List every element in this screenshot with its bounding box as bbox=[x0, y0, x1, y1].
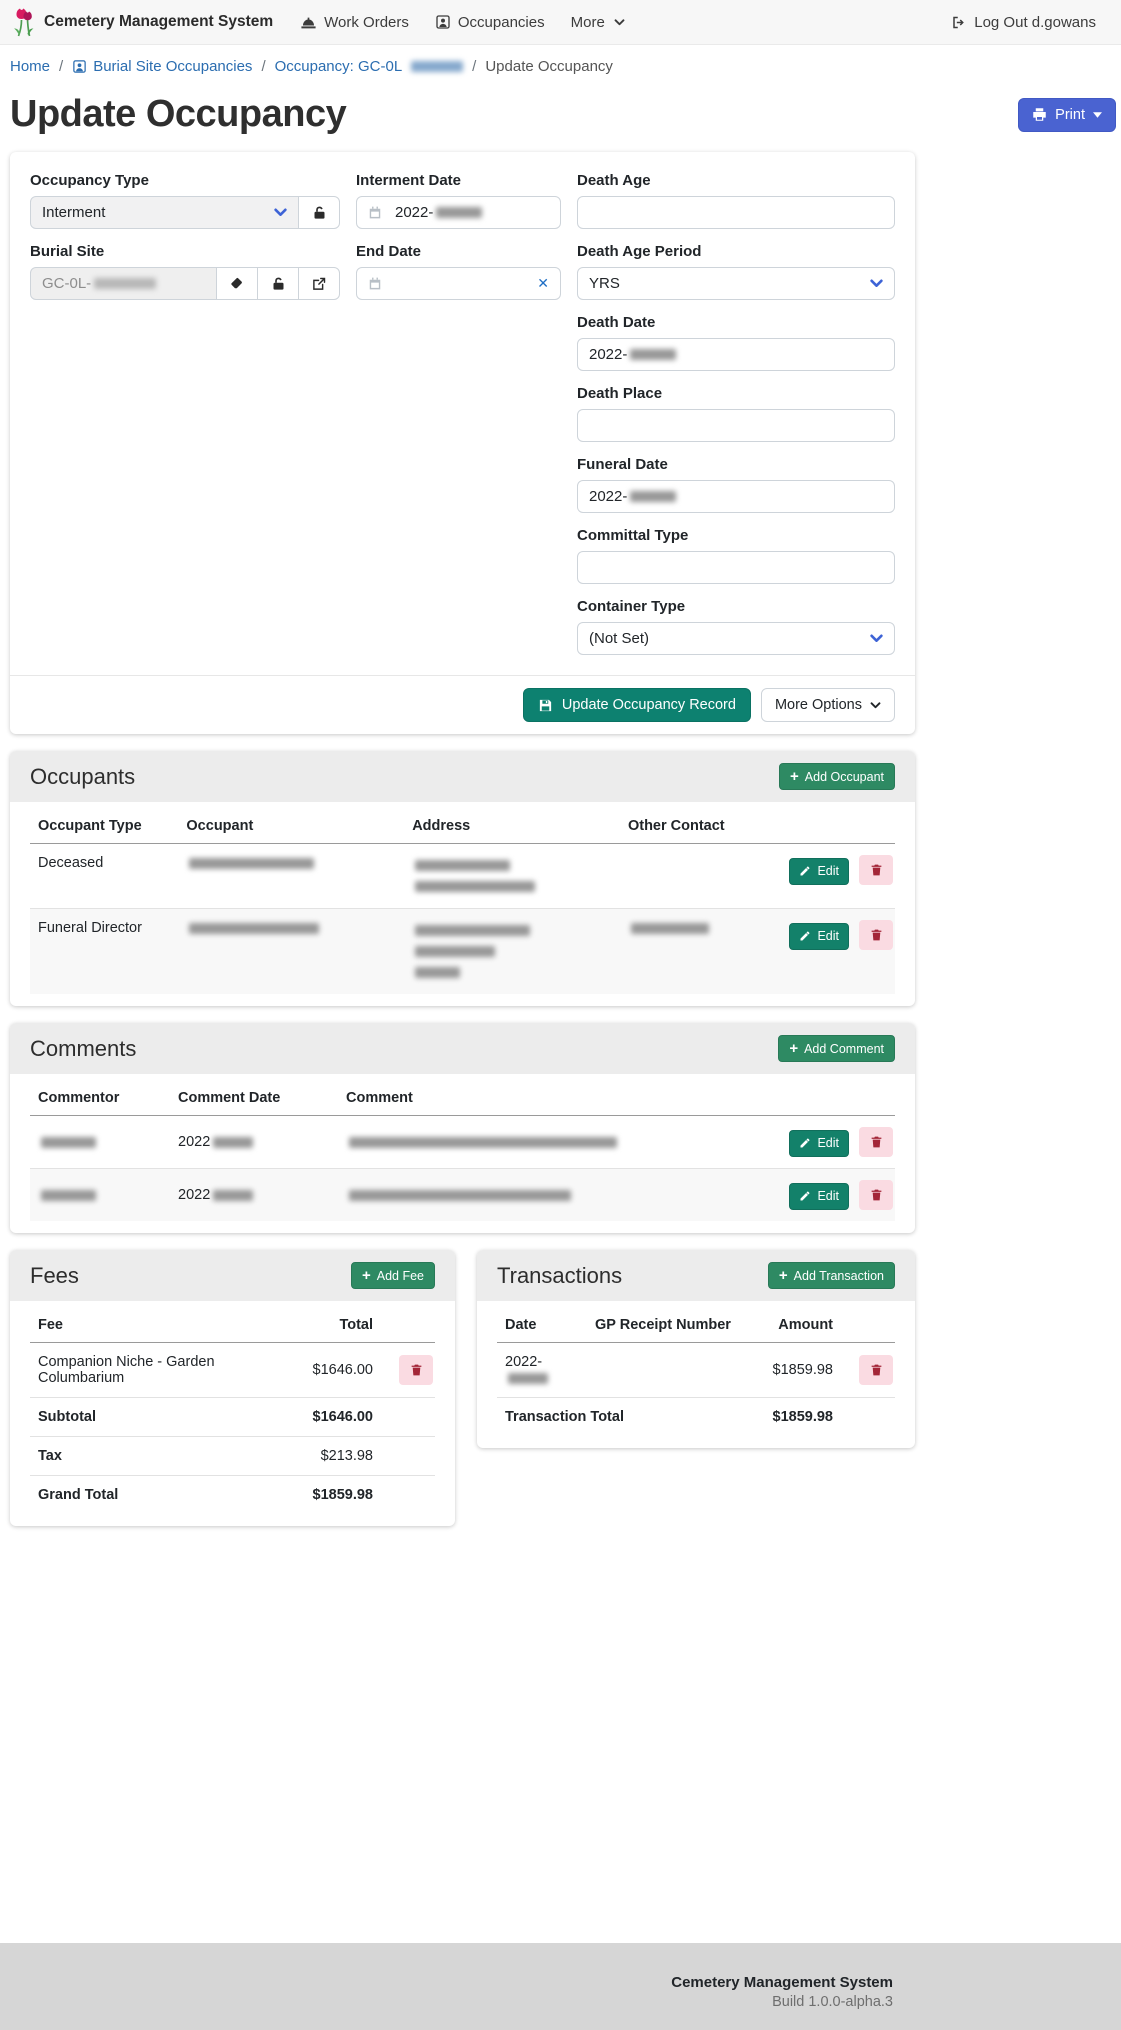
redacted-text bbox=[349, 1190, 571, 1201]
redacted-text bbox=[41, 1190, 96, 1201]
redacted-text bbox=[213, 1137, 253, 1148]
funeral-date-input[interactable]: 2022- bbox=[577, 480, 895, 513]
comments-table: Commentor Comment Date Comment 2022 Edit 2022 Edit bbox=[30, 1080, 895, 1221]
occupant-row: Funeral Director Edit bbox=[30, 909, 895, 995]
delete-fee-button[interactable] bbox=[399, 1355, 433, 1385]
committal-type-input[interactable] bbox=[577, 551, 895, 584]
add-transaction-button[interactable]: + Add Transaction bbox=[768, 1262, 895, 1289]
committal-type-label: Committal Type bbox=[577, 527, 689, 544]
breadcrumb-occupancy[interactable]: Occupancy: GC-0L bbox=[275, 58, 464, 75]
breadcrumb-current: Update Occupancy bbox=[485, 58, 613, 75]
trash-icon bbox=[870, 1188, 883, 1202]
redacted-text bbox=[411, 61, 463, 72]
occupant-badge-icon bbox=[72, 59, 87, 74]
burial-site-input: GC-0L- bbox=[30, 267, 217, 300]
fees-card bbox=[10, 1250, 455, 1526]
fees-grand-total-row: Grand Total $1859.98 bbox=[38, 1487, 373, 1503]
edit-comment-button[interactable]: Edit bbox=[789, 1130, 849, 1157]
death-place-label: Death Place bbox=[577, 385, 663, 402]
logout-icon bbox=[951, 15, 967, 30]
app-brand: Cemetery Management System bbox=[44, 13, 274, 30]
redacted-text bbox=[415, 946, 495, 957]
nav-more[interactable]: More bbox=[558, 14, 638, 31]
pencil-icon bbox=[799, 930, 811, 942]
fees-title: Fees bbox=[30, 1262, 79, 1288]
fees-tax-row: Tax $213.98 bbox=[30, 1437, 435, 1476]
nav-occupancies[interactable]: Occupancies bbox=[422, 14, 558, 31]
redacted-text bbox=[349, 1137, 617, 1148]
redacted-text bbox=[189, 858, 314, 869]
calendar-icon bbox=[368, 276, 382, 291]
trash-icon bbox=[870, 1135, 883, 1149]
redacted-text bbox=[415, 925, 530, 936]
comment-row: 2022 Edit bbox=[30, 1116, 895, 1169]
fee-row: Companion Niche - Garden Columbarium $1646.00 bbox=[30, 1343, 435, 1398]
unlock-icon bbox=[312, 205, 327, 221]
external-link-icon bbox=[312, 276, 327, 291]
update-occupancy-record-button[interactable]: Update Occupancy Record bbox=[523, 688, 751, 722]
open-burial-site-button[interactable] bbox=[298, 267, 340, 300]
transaction-total-row: Transaction Total $1859.98 bbox=[505, 1409, 833, 1425]
fees-table: Fee Total Companion Niche - Garden Columbarium $1646.00 Subtotal $1646.00 Tax $213.98 Grand Total $1859.98 bbox=[30, 1307, 435, 1514]
more-options-button[interactable]: More Options bbox=[761, 688, 895, 722]
comments-title: Comments bbox=[30, 1035, 137, 1061]
lock-burial-site-button[interactable] bbox=[257, 267, 299, 300]
death-date-label: Death Date bbox=[577, 314, 656, 331]
occupants-table: Occupant Type Occupant Address Other Contact Deceased Edit Funeral Director Edit bbox=[30, 808, 895, 994]
logout-link[interactable]: Log Out d.gowans bbox=[938, 14, 1109, 31]
printer-icon bbox=[1032, 107, 1047, 122]
end-date-input[interactable] bbox=[356, 267, 561, 300]
save-icon bbox=[538, 698, 553, 713]
edit-occupant-button[interactable]: Edit bbox=[789, 858, 849, 885]
breadcrumb-burial-site-occupancies[interactable]: Burial Site Occupancies bbox=[72, 58, 252, 75]
occupants-title: Occupants bbox=[30, 763, 136, 789]
chevron-down-icon bbox=[274, 208, 287, 217]
chevron-down-icon bbox=[614, 19, 625, 26]
redacted-text bbox=[415, 967, 460, 978]
burial-site-label: Burial Site bbox=[30, 243, 105, 260]
redacted-text bbox=[213, 1190, 253, 1201]
fees-subtotal-row: Subtotal $1646.00 bbox=[30, 1398, 435, 1437]
footer-app-name: Cemetery Management System bbox=[671, 1974, 893, 1991]
death-age-label: Death Age bbox=[577, 172, 651, 189]
add-comment-button[interactable]: + Add Comment bbox=[778, 1035, 895, 1062]
plus-icon: + bbox=[361, 1267, 371, 1284]
plus-icon: + bbox=[789, 1040, 799, 1057]
nav-work-orders[interactable]: Work Orders bbox=[287, 14, 422, 31]
add-occupant-button[interactable]: + Add Occupant bbox=[779, 763, 895, 790]
chevron-down-icon bbox=[870, 279, 883, 288]
pencil-icon bbox=[799, 865, 811, 877]
occupancy-type-label: Occupancy Type bbox=[30, 172, 149, 189]
redacted-text bbox=[415, 881, 535, 892]
delete-occupant-button[interactable] bbox=[859, 855, 893, 885]
redacted-text bbox=[415, 860, 510, 871]
occupancy-form-card bbox=[10, 152, 915, 734]
container-type-select[interactable]: (Not Set) bbox=[577, 622, 895, 655]
container-type-label: Container Type bbox=[577, 598, 686, 615]
tulip-logo-icon bbox=[12, 7, 36, 37]
death-place-input[interactable] bbox=[577, 409, 895, 442]
add-fee-button[interactable]: + Add Fee bbox=[351, 1262, 435, 1289]
redacted-text bbox=[94, 278, 156, 289]
breadcrumb: Home / Burial Site Occupancies / Occupancy: GC-0L / Update Occupancy bbox=[10, 58, 613, 75]
interment-date-label: Interment Date bbox=[356, 172, 462, 189]
page-footer bbox=[0, 1943, 1121, 2030]
plus-icon: + bbox=[790, 768, 799, 785]
occupancy-type-select[interactable]: Interment bbox=[30, 196, 299, 229]
lock-occupancy-type-button[interactable] bbox=[298, 196, 340, 229]
comment-row: 2022 Edit bbox=[30, 1169, 895, 1222]
clear-end-date-button[interactable]: ✕ bbox=[537, 275, 549, 291]
occupant-row: Deceased Edit bbox=[30, 844, 895, 909]
end-date-label: End Date bbox=[356, 243, 422, 260]
redacted-text bbox=[630, 491, 676, 502]
redacted-text bbox=[41, 1137, 96, 1148]
redacted-text bbox=[508, 1373, 548, 1384]
eraser-icon bbox=[229, 276, 245, 291]
transactions-table: Date GP Receipt Number Amount 2022- $1859.98 Transaction Total $1859.98 bbox=[497, 1307, 895, 1436]
death-date-input[interactable]: 2022- bbox=[577, 338, 895, 371]
caret-down-icon bbox=[1093, 112, 1102, 118]
plus-icon: + bbox=[778, 1267, 788, 1284]
interment-date-input[interactable]: 2022- bbox=[356, 196, 561, 229]
chevron-down-icon bbox=[870, 702, 881, 709]
footer-build-version: Build 1.0.0-alpha.3 bbox=[772, 1994, 893, 2010]
transaction-row: 2022- $1859.98 bbox=[497, 1343, 895, 1398]
chevron-down-icon bbox=[870, 634, 883, 643]
redacted-text bbox=[189, 923, 319, 934]
edit-comment-button[interactable]: Edit bbox=[789, 1183, 849, 1210]
occupants-card bbox=[10, 751, 915, 1006]
comments-card bbox=[10, 1023, 915, 1233]
delete-occupant-button[interactable] bbox=[859, 920, 893, 950]
trash-icon bbox=[870, 1363, 883, 1377]
pencil-icon bbox=[799, 1190, 811, 1202]
unlock-icon bbox=[271, 276, 286, 292]
delete-comment-button[interactable] bbox=[859, 1127, 893, 1157]
calendar-icon bbox=[368, 205, 382, 220]
trash-icon bbox=[410, 1363, 423, 1377]
print-button[interactable]: Print bbox=[1018, 98, 1116, 132]
redacted-text bbox=[630, 349, 676, 360]
occupant-badge-icon bbox=[435, 14, 451, 30]
death-age-period-label: Death Age Period bbox=[577, 243, 702, 260]
clear-burial-site-button[interactable] bbox=[216, 267, 258, 300]
page-title: Update Occupancy bbox=[10, 93, 347, 135]
death-age-input[interactable] bbox=[577, 196, 895, 229]
hard-hat-icon bbox=[300, 15, 317, 30]
transactions-card bbox=[477, 1250, 915, 1448]
death-age-period-select[interactable]: YRS bbox=[577, 267, 895, 300]
breadcrumb-home[interactable]: Home bbox=[10, 58, 51, 75]
trash-icon bbox=[870, 928, 883, 942]
delete-transaction-button[interactable] bbox=[859, 1355, 893, 1385]
funeral-date-label: Funeral Date bbox=[577, 456, 668, 473]
edit-occupant-button[interactable]: Edit bbox=[789, 923, 849, 950]
delete-comment-button[interactable] bbox=[859, 1180, 893, 1210]
pencil-icon bbox=[799, 1137, 811, 1149]
transactions-title: Transactions bbox=[497, 1262, 623, 1288]
redacted-text bbox=[436, 207, 482, 218]
redacted-text bbox=[631, 923, 709, 934]
trash-icon bbox=[870, 863, 883, 877]
top-navbar bbox=[0, 0, 1121, 45]
